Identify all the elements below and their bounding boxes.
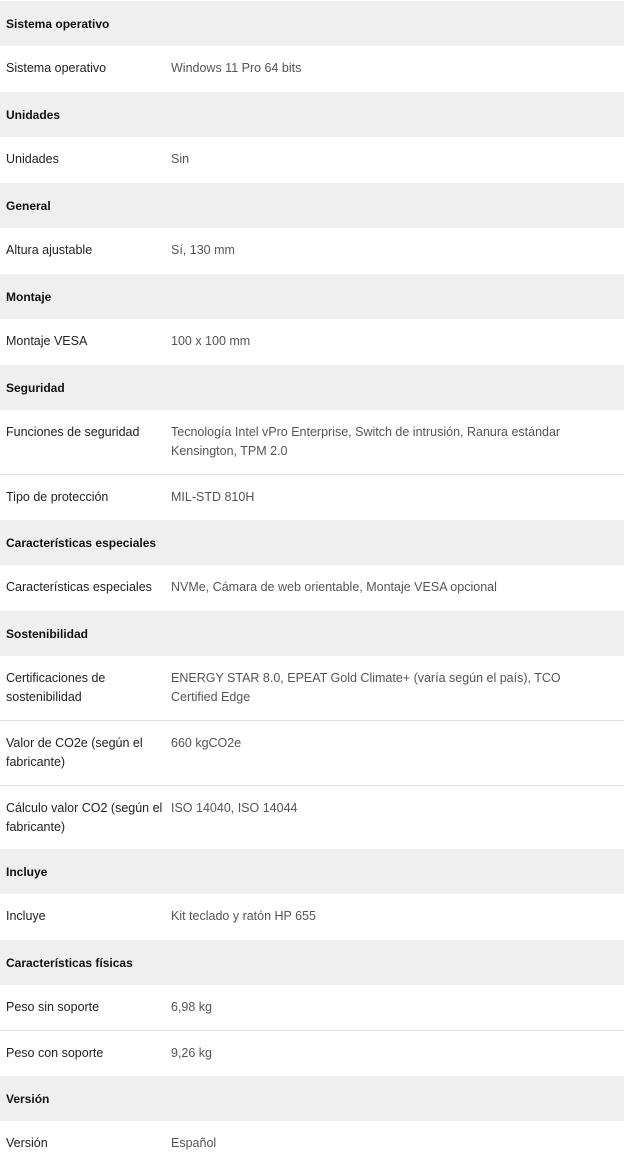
spec-label: Funciones de seguridad — [6, 425, 140, 439]
spec-row — [0, 137, 624, 183]
spec-label: Peso sin soporte — [6, 1000, 100, 1014]
spec-value: Sí, 130 mm — [171, 243, 235, 257]
section-header-version: Versión — [0, 1076, 624, 1121]
spec-row — [0, 319, 624, 365]
spec-row — [0, 985, 624, 1030]
spec-row — [0, 894, 624, 940]
spec-label: Unidades — [6, 152, 59, 166]
spec-value: 660 kgCO2e — [171, 736, 242, 750]
spec-label: Certificaciones de sostenibilidad — [6, 671, 106, 704]
spec-label: Montaje VESA — [6, 334, 88, 348]
section-header-caracteristicas-especiales: Características especiales — [0, 520, 624, 565]
spec-label: Versión — [6, 1136, 48, 1150]
spec-value: NVMe, Cámara de web orientable, Montaje VESA opcional — [171, 580, 497, 594]
spec-label: Altura ajustable — [6, 243, 93, 257]
spec-label: Valor de CO2e (según el fabricante) — [6, 736, 143, 769]
spec-row — [0, 410, 624, 474]
section-header-sistema-operativo: Sistema operativo — [0, 1, 624, 46]
section-header-sostenibilidad: Sostenibilidad — [0, 611, 624, 656]
spec-label: Características especiales — [6, 580, 152, 594]
spec-value: MIL-STD 810H — [171, 490, 255, 504]
spec-value: 6,98 kg — [171, 1000, 213, 1014]
spec-value: ISO 14040, ISO 14044 — [171, 801, 298, 815]
section-header-general: General — [0, 183, 624, 228]
section-header-unidades: Unidades — [0, 92, 624, 137]
spec-value: Español — [171, 1136, 217, 1150]
section-header-caracteristicas-fisicas: Características físicas — [0, 940, 624, 985]
spec-row — [0, 46, 624, 92]
spec-value: 100 x 100 mm — [171, 334, 251, 348]
spec-value: Sin — [171, 152, 190, 166]
spec-label: Tipo de protección — [6, 490, 109, 504]
spec-row — [0, 474, 624, 520]
spec-row — [0, 720, 624, 785]
spec-label: Cálculo valor CO2 (según el fabricante) — [6, 801, 163, 834]
spec-row — [0, 565, 624, 611]
spec-value: ENERGY STAR 8.0, EPEAT Gold Climate+ (varía según el país), TCO Certified Edge — [171, 671, 561, 704]
specifications-table — [0, 1, 624, 1167]
spec-value: Kit teclado y ratón HP 655 — [171, 909, 316, 923]
spec-value: 9,26 kg — [171, 1046, 213, 1060]
spec-row — [0, 1121, 624, 1167]
spec-row — [0, 785, 624, 849]
spec-value: Tecnología Intel vPro Enterprise, Switch de intrusión, Ranura estándar Kensington, TPM 2.0 — [171, 425, 561, 458]
section-header-montaje: Montaje — [0, 274, 624, 319]
spec-label: Incluye — [6, 909, 46, 923]
spec-row — [0, 1030, 624, 1076]
section-header-seguridad: Seguridad — [0, 365, 624, 410]
spec-row — [0, 228, 624, 274]
section-header-incluye: Incluye — [0, 849, 624, 894]
spec-row — [0, 656, 624, 720]
spec-label: Peso con soporte — [6, 1046, 104, 1060]
spec-value: Windows 11 Pro 64 bits — [171, 61, 302, 75]
spec-label: Sistema operativo — [6, 61, 107, 75]
